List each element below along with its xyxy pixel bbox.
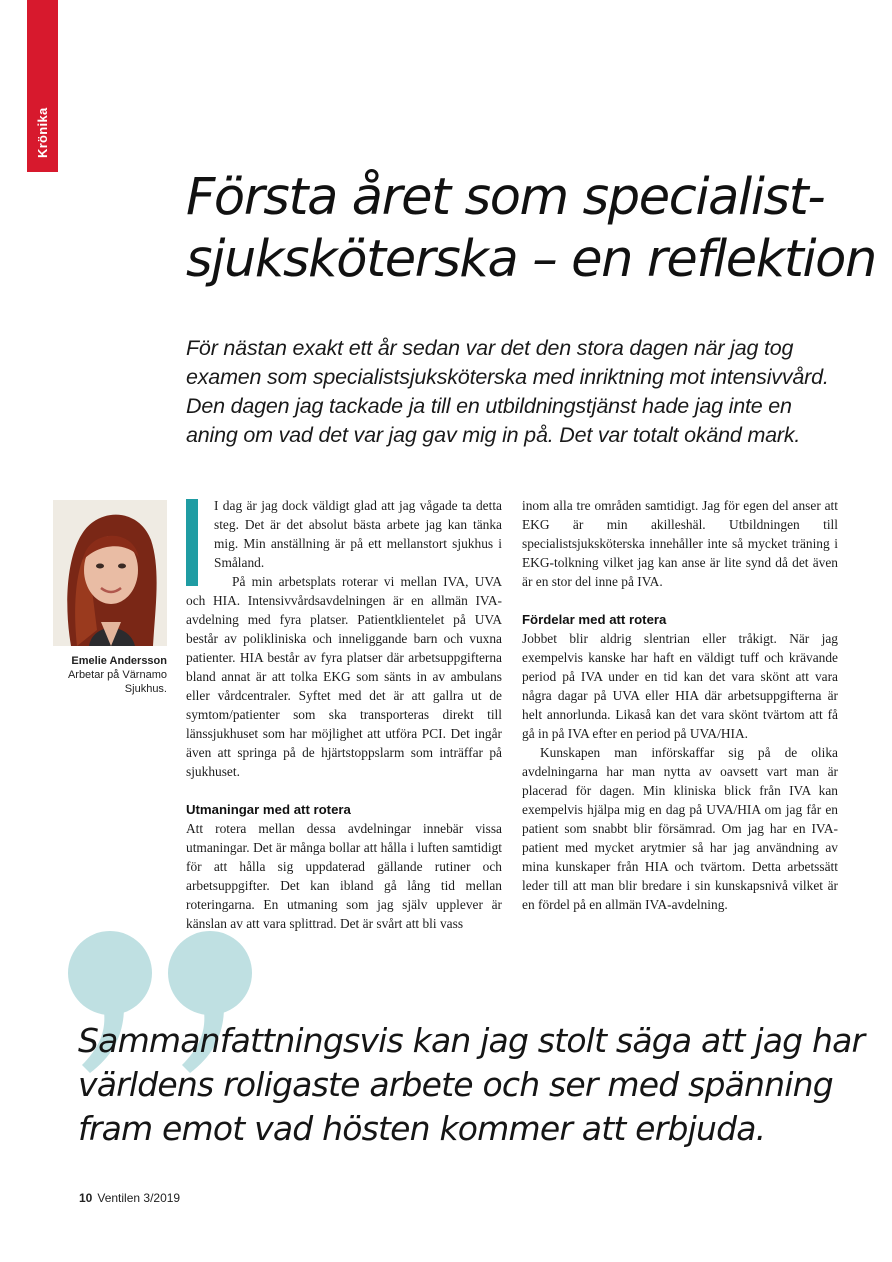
body-paragraph: Att rotera mellan dessa avdelningar innebär vissa utmaningar. Det är många bollar att hålla i luften samtidigt för att hålla sig uppdaterad gällande rutiner och arbetsuppgifter. Det kan ibland gå lång tid mellan roteringarna. En utmaning som jag själv upplever är känslan av att vara splittrad. Det är svårt att bli vass [186, 821, 502, 931]
section-tab [27, 0, 58, 172]
author-portrait-image [53, 500, 167, 646]
drop-cap [186, 499, 198, 586]
body-paragraph: Jobbet blir aldrig slentrian eller tråkigt. När jag exempelvis kanske har haft en väldigt tuff och krävande period på IVA under en tid kan det vara skönt att vara några dagar på UVA eller HIA där arbetsuppgifterna är helt annorlunda. Likaså kan det vara skönt tvärtom att få gå in på IVA efter en period på UVA/HIA. [522, 631, 838, 741]
pull-quote-line: Sammanfattningsvis kan jag stolt säga att jag har [78, 1021, 865, 1060]
body-paragraph: Kunskapen man införskaffar sig på de olika avdelningarna har man nytta av oavsett vart man är placerad för dagen. Min kliniska blick från IVA kan exempelvis hjälpa mig en dag på UVA/HIA om jag får en patient som snabbt blir försämrad. Om jag har en IVA-patient med mycket arytmier så har jag användning av mina kunskaper från HIA och tvärtom. Detta arbetssätt leder till att man blir bredare i sin kunskapsnivå vilket är en fördel på en allmän IVA-avdelning. [522, 745, 838, 912]
author-name: Emelie Andersson [71, 655, 167, 667]
section-label: Krönika [35, 107, 50, 158]
author-caption [40, 654, 167, 696]
issue-label: Ventilen 3/2019 [97, 1191, 181, 1205]
lead-line: examen som specialistsjuksköterska med inriktning mot intensivvård. [186, 365, 829, 389]
body-paragraph: inom alla tre områden samtidigt. Jag för egen del anser att EKG är min akilleshäl. Utbildningen till specialistsjuksköterska innehåller inte så mycket träning i EKG-tolkning vilket jag kan anse är lite synd då det även är en stor del inne på IVA. [522, 498, 838, 589]
body-column-2 [522, 496, 838, 914]
article-lead [186, 334, 846, 450]
lead-line: För nästan exakt ett år sedan var det den stora dagen när jag tog [186, 336, 794, 360]
pull-quote [78, 1019, 868, 1151]
body-paragraph: På min arbetsplats roterar vi mellan IVA, UVA och HIA. Intensivvårdsavdelningen är en allmän IVA-avdelning med fyra platser. Patientklientelet på UVA består av polikliniska och inneliggande barn och vuxna patienter. HIA består av fyra platser där arbetsuppgifterna bland annat är att tolka EKG som sänts in av ambulans eller vårdcentraler. Syftet med det är att gallra ut de symtom/patienter som ska transporteras direkt till länssjukhuset som har möjlighet att utföra PCI. Det ingår även att springa på de hjärtstoppslarm som inträffar på sjukhuset. [186, 574, 502, 779]
author-role: Arbetar på Värnamo Sjukhus. [67, 669, 167, 695]
body-text: I dag är jag dock väldigt glad att jag vågade ta detta steg. Det är det absolut bästa arbete jag kan tänka mig. Min anställning är på ett mellanstort sjukhus i Småland. [214, 498, 502, 570]
author-photo [53, 500, 167, 646]
subheading: Fördelar med att rotera [522, 612, 667, 627]
page-footer [79, 1191, 180, 1205]
pull-quote-line: fram emot vad hösten kommer att erbjuda. [78, 1109, 766, 1148]
title-line: Första året som specialist- [186, 168, 825, 227]
title-line: sjuksköterska – en reflektion [186, 230, 876, 289]
body-column-1 [186, 496, 502, 933]
lead-line: Den dagen jag tackade ja till en utbildningstjänst hade jag inte en [186, 394, 792, 418]
subheading: Utmaningar med att rotera [186, 802, 351, 817]
article-title [186, 167, 876, 291]
lead-line: aning om vad det var jag gav mig in på. Det var totalt okänd mark. [186, 423, 801, 447]
page-number: 10 [79, 1191, 93, 1205]
pull-quote-line: världens roligaste arbete och ser med spänning [78, 1065, 833, 1104]
body-paragraph [186, 496, 502, 572]
